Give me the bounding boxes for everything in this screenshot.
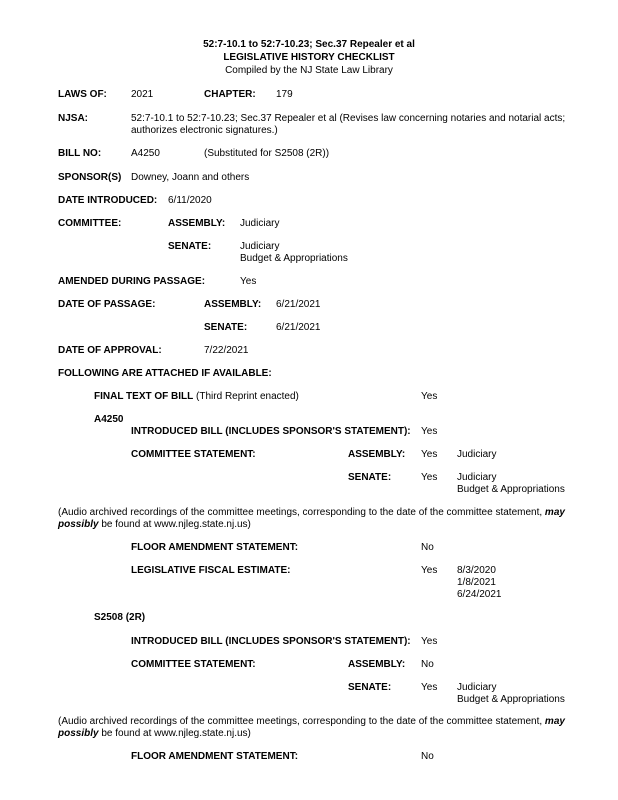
final-text-row (94, 391, 299, 403)
a4250-introduced-label: INTRODUCED BILL (INCLUDES SPONSOR'S STATEMENT): (131, 426, 411, 437)
amended-value: Yes (240, 276, 257, 287)
audio-note-2-before: (Audio archived recordings of the committee meetings, corresponding to the date of the committee statement, (58, 716, 545, 727)
audio-note-2-after: be found at www.njleg.state.nj.us) (98, 728, 251, 739)
a4250-cs-senate-label: SENATE: (348, 472, 392, 483)
s2508-cs-senate-committee-1: Judiciary (457, 682, 497, 693)
committee-senate-value-1: Judiciary (240, 241, 280, 252)
a4250-cs-senate-committee-1: Judiciary (457, 472, 497, 483)
passage-label: DATE OF PASSAGE: (58, 299, 156, 310)
passage-assembly-label: ASSEMBLY: (204, 299, 262, 310)
passage-senate-label: SENATE: (204, 322, 248, 333)
s2508-committee-statement-label: COMMITTEE STATEMENT: (131, 659, 256, 670)
a4250-floor-amendment-label: FLOOR AMENDMENT STATEMENT: (131, 542, 299, 553)
sponsor-label: SPONSOR(S) (58, 172, 122, 183)
s2508-cs-assembly-label: ASSEMBLY: (348, 659, 406, 670)
date-introduced-value: 6/11/2020 (168, 195, 212, 206)
s2508-cs-assembly-value: No (421, 659, 434, 670)
s2508-cs-senate-label: SENATE: (348, 682, 392, 693)
a4250-fiscal-date-1: 8/3/2020 (457, 565, 496, 576)
s2508-floor-amendment-label: FLOOR AMENDMENT STATEMENT: (131, 751, 299, 762)
final-text-note: (Third Reprint enacted) (196, 391, 299, 402)
njsa-label: NJSA: (58, 113, 89, 124)
final-text-label: FINAL TEXT OF BILL (94, 391, 194, 402)
laws-of-label: LAWS OF: (58, 89, 107, 100)
a4250-fiscal-estimate-label: LEGISLATIVE FISCAL ESTIMATE: (131, 565, 291, 576)
njsa-line-1: 52:7-10.1 to 52:7-10.23; Sec.37 Repealer et al (Revises law concerning notaries and notarial acts; (131, 113, 566, 124)
bill-no-label: BILL NO: (58, 148, 102, 159)
final-text-value: Yes (421, 391, 438, 402)
audio-note-1 (58, 507, 603, 531)
a4250-cs-assembly-committee: Judiciary (457, 449, 497, 460)
a4250-fiscal-date-3: 6/24/2021 (457, 589, 502, 600)
a4250-heading: A4250 (94, 414, 124, 425)
a4250-cs-assembly-label: ASSEMBLY: (348, 449, 406, 460)
committee-senate-value-2: Budget & Appropriations (240, 253, 348, 264)
a4250-floor-amendment-value: No (421, 542, 434, 553)
committee-senate-label: SENATE: (168, 241, 212, 252)
approval-value: 7/22/2021 (204, 345, 249, 356)
bill-no-value: A4250 (131, 148, 160, 159)
s2508-cs-senate-committee-2: Budget & Appropriations (457, 694, 565, 705)
approval-label: DATE OF APPROVAL: (58, 345, 162, 356)
a4250-fiscal-estimate-value: Yes (421, 565, 438, 576)
amended-label: AMENDED DURING PASSAGE: (58, 276, 206, 287)
sponsor-value: Downey, Joann and others (131, 172, 250, 183)
following-heading: FOLLOWING ARE ATTACHED IF AVAILABLE: (58, 368, 272, 379)
laws-of-value: 2021 (131, 89, 154, 100)
audio-note-1-emph: may possibly (58, 507, 565, 530)
a4250-committee-statement-label: COMMITTEE STATEMENT: (131, 449, 256, 460)
document-subtitle: LEGISLATIVE HISTORY CHECKLIST (223, 52, 395, 63)
a4250-cs-senate-value: Yes (421, 472, 438, 483)
compiled-by: Compiled by the NJ State Law Library (225, 65, 393, 76)
audio-note-2 (58, 716, 603, 740)
s2508-introduced-value: Yes (421, 636, 438, 647)
a4250-fiscal-date-2: 1/8/2021 (457, 577, 496, 588)
s2508-heading: S2508 (2R) (94, 612, 146, 623)
s2508-cs-senate-value: Yes (421, 682, 438, 693)
committee-assembly-value: Judiciary (240, 218, 280, 229)
date-introduced-label: DATE INTRODUCED: (58, 195, 158, 206)
chapter-value: 179 (276, 89, 293, 100)
s2508-introduced-label: INTRODUCED BILL (INCLUDES SPONSOR'S STATEMENT): (131, 636, 411, 647)
bill-no-note: (Substituted for S2508 (2R)) (204, 148, 330, 159)
chapter-label: CHAPTER: (204, 89, 256, 100)
njsa-line-2: authorizes electronic signatures.) (131, 125, 278, 136)
audio-note-1-after: be found at www.njleg.state.nj.us) (98, 519, 251, 530)
a4250-cs-assembly-value: Yes (421, 449, 438, 460)
committee-assembly-label: ASSEMBLY: (168, 218, 226, 229)
a4250-cs-senate-committee-2: Budget & Appropriations (457, 484, 565, 495)
passage-senate-value: 6/21/2021 (276, 322, 321, 333)
document-title: 52:7-10.1 to 52:7-10.23; Sec.37 Repealer et al (203, 39, 415, 50)
committee-label: COMMITTEE: (58, 218, 122, 229)
passage-assembly-value: 6/21/2021 (276, 299, 321, 310)
audio-note-2-emph: may possibly (58, 716, 565, 739)
a4250-introduced-value: Yes (421, 426, 438, 437)
audio-note-1-before: (Audio archived recordings of the committee meetings, corresponding to the date of the committee statement, (58, 507, 545, 518)
s2508-floor-amendment-value: No (421, 751, 434, 762)
